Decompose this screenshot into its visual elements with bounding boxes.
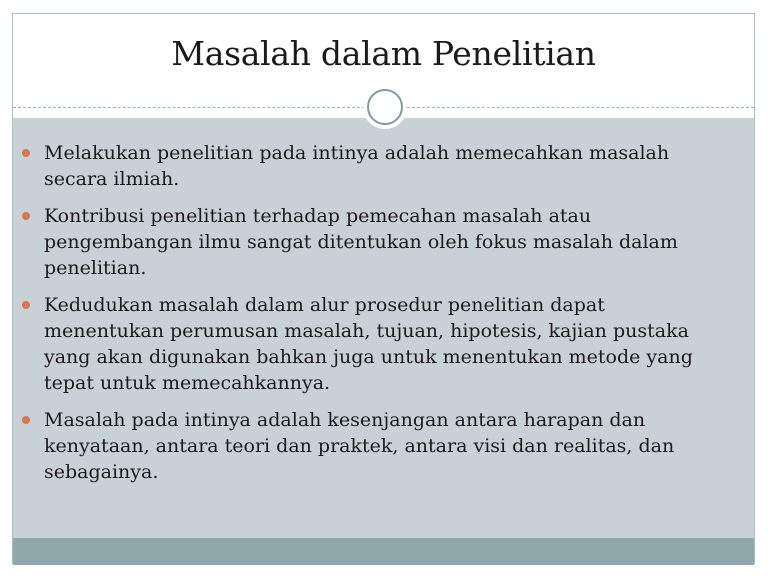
bullet-text: Kontribusi penelitian terhadap pemecahan masalah atau pengembangan ilmu sangat ditentukan oleh fokus masalah dalam penelitian. — [44, 205, 678, 279]
bullet-dot-icon — [22, 416, 30, 424]
bullet-text: Kedudukan masalah dalam alur prosedur penelitian dapat menentukan perumusan masalah, tujuan, hipotesis, kajian pustaka yang akan digunakan bahkan juga untuk menentukan metode yang tepat untuk memecahkannya. — [44, 294, 693, 394]
slide-title: Masalah dalam Penelitian — [171, 34, 596, 73]
footer-bar — [13, 538, 754, 565]
bullet-text: Melakukan penelitian pada intinya adalah memecahkan masalah secara ilmiah. — [44, 142, 670, 190]
bullet-list — [20, 140, 720, 496]
list-item — [20, 407, 720, 485]
list-item — [20, 203, 720, 281]
bullet-dot-icon — [22, 301, 30, 309]
bullet-dot-icon — [22, 149, 30, 157]
circle-ring-icon — [363, 85, 407, 129]
list-item — [20, 140, 720, 192]
bullet-text: Masalah pada intinya adalah kesenjangan antara harapan dan kenyataan, antara teori dan praktek, antara visi dan realitas, dan sebagainya. — [44, 409, 675, 483]
bullet-dot-icon — [22, 212, 30, 220]
list-item — [20, 292, 720, 396]
ornament-ring — [367, 89, 403, 125]
